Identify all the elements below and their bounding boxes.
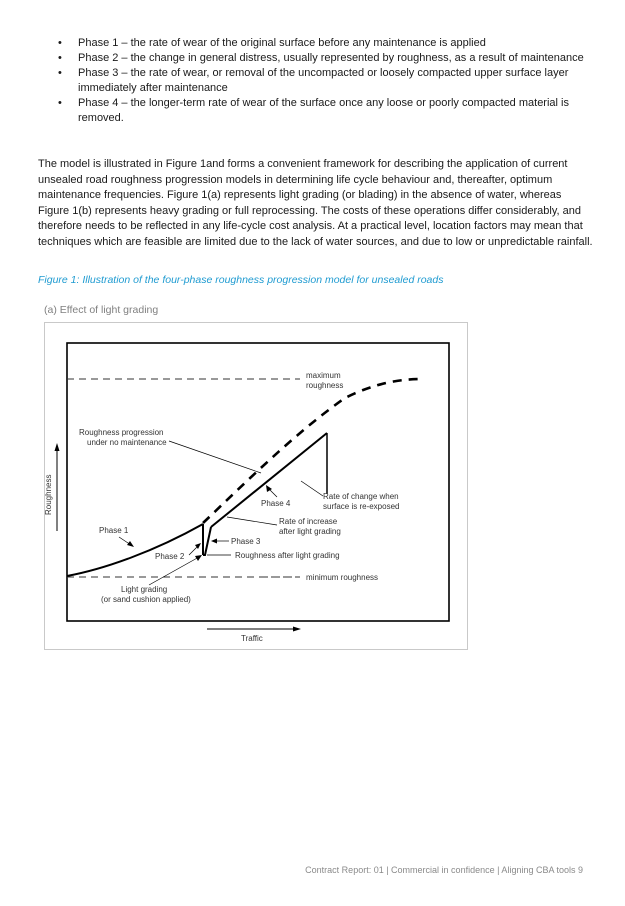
list-item (38, 36, 598, 51)
list-item-text: Phase 1 – the rate of wear of the original surface before any maintenance is applied (78, 37, 486, 49)
figure-subtitle: (a) Effect of light grading (44, 304, 159, 316)
after-grading-label: Roughness after light grading (235, 551, 340, 560)
bullet-icon: • (58, 97, 62, 109)
no-maintenance-label: Roughness progression (79, 428, 164, 437)
rate-increase-label: after light grading (279, 527, 341, 536)
arrow-head-icon (293, 627, 301, 632)
bullet-icon: • (58, 67, 62, 79)
phase1-label: Phase 1 (99, 526, 129, 535)
bullet-icon: • (58, 37, 62, 49)
figure-caption: Figure 1: Illustration of the four-phase roughness progression model for unsealed roads (38, 274, 444, 286)
light-grading-label: (or sand cushion applied) (101, 595, 191, 604)
light-grading-leader (149, 557, 199, 585)
body-paragraph: The model is illustrated in Figure 1and forms a convenient framework for describing the application of current unsealed road roughness progression models in determining life cycle behaviour and, thereafter, optimum maintenance frequencies. Figure 1(a) represents light grading (or blading) in the absence of water, whereas Figure 1(b) represents heavy grading or full reprocessing. The costs of these operations differ considerably, and therefore needs to be reflected in any life-cycle cost analysis. At a practical level, location factors may mean that techniques which are feasible are limited due to the lack of water sources, and due to low or unpredictable rainfall. (38, 158, 593, 248)
min-roughness-label: minimum roughness (306, 573, 379, 582)
plot-frame (67, 343, 449, 621)
light-grading-label: Light grading (121, 585, 168, 594)
list-item-text: Phase 3 – the rate of wear, or removal of the uncompacted or loosely compacted upper surface layer immediately after maintenance (78, 67, 569, 94)
y-axis-label: Roughness (44, 474, 53, 515)
max-roughness-label: maximum (306, 371, 341, 380)
phase4-line (211, 433, 327, 527)
rate-change-label: Rate of change when (323, 492, 399, 501)
list-item (38, 66, 598, 96)
no-maintenance-leader (169, 441, 261, 473)
max-roughness-label: roughness (306, 381, 344, 390)
arrow-head-icon (211, 539, 217, 544)
phase3-label: Phase 3 (231, 537, 261, 546)
rate-change-label: surface is re-exposed (323, 502, 400, 511)
phase4-leader (269, 489, 277, 497)
phase4-label: Phase 4 (261, 499, 291, 508)
page-footer: Contract Report: 01 | Commercial in confidence | Aligning CBA tools 9 (305, 865, 583, 875)
phase2-label: Phase 2 (155, 552, 185, 561)
no-maintenance-label: under no maintenance (87, 438, 167, 447)
arrow-head-icon (195, 555, 202, 561)
x-axis-label: Traffic (241, 634, 263, 643)
list-item-text: Phase 2 – the change in general distress, usually represented by roughness, as a result of maintenance (78, 52, 584, 64)
rate-increase-label: Rate of increase (279, 517, 338, 526)
phase3-rise (203, 527, 211, 555)
list-item (38, 51, 598, 66)
diagram-svg (45, 323, 469, 651)
rate-change-leader (301, 481, 323, 496)
bullet-icon: • (58, 52, 62, 64)
phase-list (38, 36, 598, 126)
rate-increase-leader (227, 517, 277, 525)
list-item-text: Phase 4 – the longer-term rate of wear of the surface once any loose or poorly compacted material is removed. (78, 97, 569, 124)
arrow-head-icon (55, 443, 60, 451)
arrow-head-icon (127, 541, 134, 547)
phase1-curve (67, 524, 203, 576)
roughness-diagram (44, 322, 468, 650)
list-item (38, 96, 598, 126)
